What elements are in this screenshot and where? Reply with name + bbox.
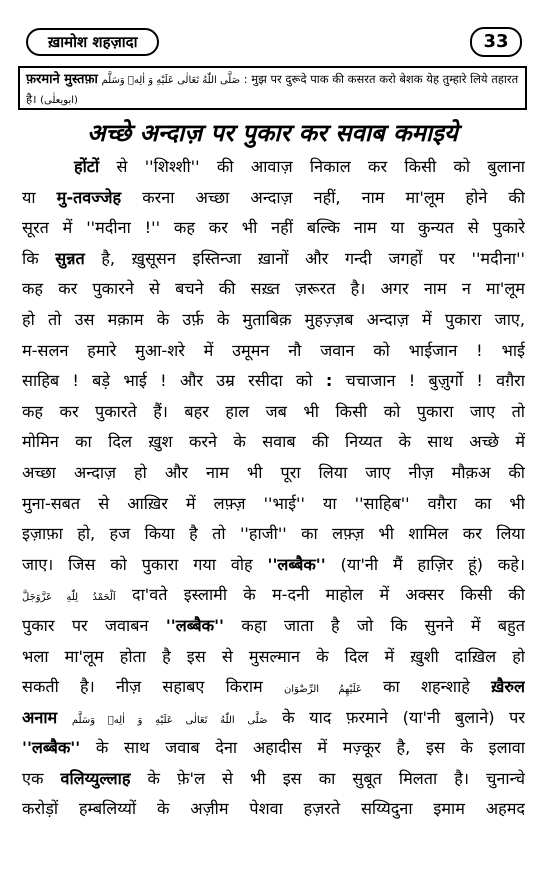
book-title: ख़ामोश शहज़ादा bbox=[26, 28, 159, 56]
bold-term: अनाम bbox=[22, 707, 58, 727]
text-line: इज़ाफ़ा हो, हज किया है तो ''हाजी'' का लफ़्ज़ भी शामिल कर लिया bbox=[22, 524, 525, 544]
text-line: कह कर पुकारने से बचने की सख़्त ज़रूरत है। अगर नाम न मा'लूम bbox=[22, 279, 525, 299]
page-header bbox=[14, 28, 528, 54]
text-line bbox=[22, 244, 525, 275]
line-text: चचाजान ! बुज़ुर्गो ! वग़ैरा bbox=[332, 371, 525, 391]
line-text: (या'नी मैं हाज़िर हूं) कहे। bbox=[325, 554, 525, 574]
bold-term: होंटों bbox=[74, 157, 100, 176]
text-line bbox=[22, 183, 525, 214]
text-line bbox=[22, 733, 525, 764]
text-line: करोड़ों हम्बलिय्यों के अज़ीम पेशवा हज़रते सय्यिदुना इमाम अहमद bbox=[22, 799, 525, 819]
hadith-notice-box bbox=[18, 66, 527, 110]
text-line bbox=[22, 580, 525, 611]
bold-term: ''लब्बैक'' bbox=[22, 738, 81, 758]
text-line bbox=[22, 672, 525, 703]
bold-colon: : bbox=[325, 371, 333, 391]
bold-term: ख़ैरुल bbox=[491, 677, 525, 697]
line-text: से ''शिश्शी'' की आवाज़ निकाल कर किसी को बुलाना bbox=[99, 157, 525, 176]
line-text: करना अच्छा अन्दाज़ नहीं, नाम मा'लूम होने की bbox=[121, 187, 525, 207]
bold-term: वलिय्युल्लाह bbox=[60, 768, 131, 788]
text-line bbox=[22, 152, 525, 183]
text-line bbox=[22, 611, 525, 642]
body-text bbox=[22, 152, 525, 825]
text-line: सूरत में ''मदीना !'' कह कर भी नहीं बल्कि नाम या कुन्यत से पुकारे bbox=[22, 218, 525, 238]
line-text: के फ़े'ल से भी इस का सुबूत मिलता है। चुनान्चे bbox=[130, 768, 525, 788]
bold-term: ''लब्बैक'' bbox=[165, 615, 225, 635]
line-text: या bbox=[22, 187, 57, 207]
section-heading: अच्छे अन्दाज़ पर पुकार कर सवाब कमाइये bbox=[87, 119, 458, 147]
text-line bbox=[22, 550, 525, 581]
text-line: म-सलन हमारे मुआ-शरे में उमूमन नौ जवान को भाईजान ! भाई bbox=[22, 340, 525, 360]
text-line: मोमिन का दिल ख़ुश करने के सवाब की निय्यत के साथ अच्छे में bbox=[22, 432, 525, 452]
arabic-phrase: عَلَيْهِمُ الرِّضْوَان bbox=[283, 684, 362, 696]
text-line: मुना-सबत से आख़िर में लफ़्ज़ ''भाई'' या ''साहिब'' वग़ैरा का भी bbox=[22, 493, 525, 513]
text-line: भला मा'लूम होता है इस से मुसल्मान के दिल में ख़ुशी दाख़िल हो bbox=[22, 646, 525, 666]
bold-term: सुन्नत bbox=[55, 248, 85, 268]
line-text: कि bbox=[22, 248, 56, 268]
notice-salutation: صَلَّى اللّٰهُ تَعَالٰى عَلَيْهِ وَ اٰلِهٖ وَسَلَّم bbox=[101, 75, 241, 86]
line-text: साहिब ! बड़े भाई ! और उम्र रसीदा को bbox=[22, 371, 326, 391]
line-text: है, ख़ुसूसन इस्तिन्जा ख़ानों और गन्दी जगहों पर ''मदीना'' bbox=[84, 248, 525, 268]
line-text: सकती है। नीज़ सहाबए किराम bbox=[22, 677, 284, 697]
text-line bbox=[22, 703, 525, 734]
text-line: हो तो उस मक़ाम के उर्फ़ के मुताबिक़ मुहज़्ज़ब अन्दाज़ में पुकारा जाए, bbox=[22, 309, 525, 329]
bold-term: मु-तवज्जेह bbox=[56, 187, 122, 207]
notice-text: : मुझ पर दुरूदे पाक की कसरत करो बेशक येह तुम्हारे लिये तहारत है। bbox=[26, 72, 519, 106]
line-text: एक bbox=[22, 768, 61, 788]
text-line: कह कर पुकारते हैं। बहर हाल जब भी किसी को पुकारा जाए तो bbox=[22, 401, 525, 421]
line-text: के याद फ़रमाने (या'नी बुलाने) पर bbox=[267, 707, 525, 727]
text-line: अच्छा अन्दाज़ हो और नाम भी पूरा लिया जाए नीज़ मौक़अ की bbox=[22, 462, 525, 482]
line-text: जाए। जिस को पुकारा गया वोह bbox=[22, 554, 268, 574]
notice-label: फ़रमाने मुस्तफ़ा bbox=[26, 72, 98, 87]
text-line bbox=[22, 366, 525, 397]
line-text: का शहन्शाहे bbox=[361, 677, 492, 697]
line-text: कहा जाता है जो कि सुनने में बहुत bbox=[224, 615, 525, 635]
arabic-phrase: اَلْحَمْدُ لِلّٰهِ عَزَّوَجَلَّ bbox=[22, 592, 116, 604]
line-text: दा'वते इस्लामी के म-दनी माहोल में अक्सर किसी की bbox=[115, 585, 525, 605]
line-text: पुकार पर जवाबन bbox=[22, 615, 166, 635]
bold-term: ''लब्बैक'' bbox=[267, 554, 326, 574]
text-line bbox=[22, 764, 525, 795]
arabic-phrase: صَلَّى اللّٰهُ تَعَالٰى عَلَيْهِ وَ اٰلِهٖ وَسَلَّم bbox=[71, 714, 268, 726]
line-text: के साथ जवाब देना अहादीस में मज़्कूर है, इस के इलावा bbox=[80, 738, 525, 758]
page-number: 33 bbox=[470, 27, 522, 57]
notice-source: (ابویعلٰی) bbox=[40, 95, 78, 106]
